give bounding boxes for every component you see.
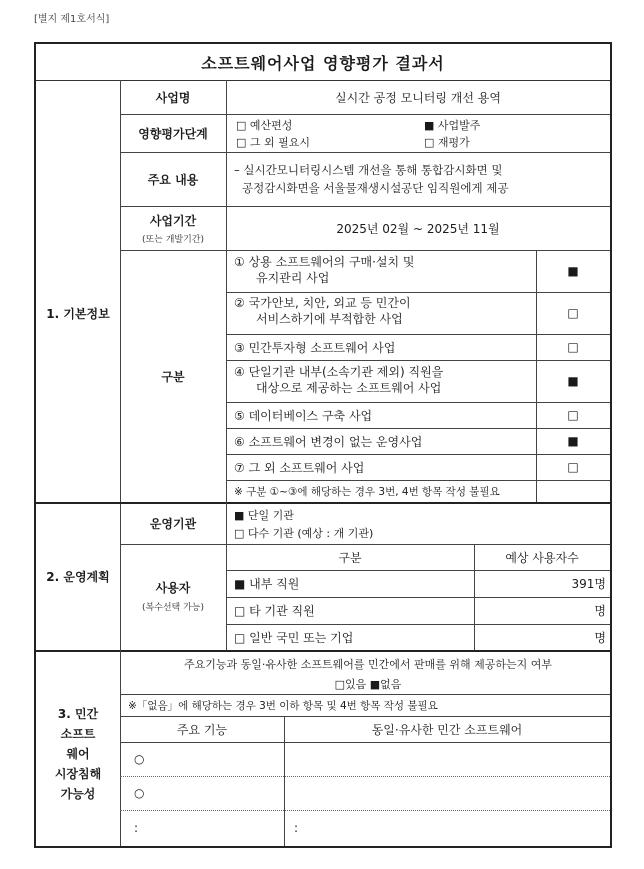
user-row-internal[interactable]: ■ 내부 직원 [234, 577, 300, 591]
category-1-mark[interactable]: ■ [567, 264, 579, 278]
project-name-label: 사업명 [155, 90, 191, 105]
category-label: 구분 [161, 369, 185, 384]
category-7-mark[interactable]: □ [567, 460, 579, 474]
category-2-mark[interactable]: □ [567, 306, 579, 320]
category-item-7: ⑦ 그 외 소프트웨어 사업 [234, 460, 365, 475]
category-item-3: ③ 민간투자형 소프트웨어 사업 [234, 340, 396, 355]
category-item-5: ⑤ 데이터베이스 구축 사업 [234, 408, 373, 423]
user-sublabel: (복수선택 가능) [141, 603, 205, 613]
col-main-function: 주요 기능 [176, 722, 228, 737]
period-sublabel: (또는 개발기간) [141, 235, 205, 245]
category-item-1: ① 상용 소프트웨어의 구매·설치 및 유지관리 사업 [234, 255, 415, 285]
category-4-mark[interactable]: ■ [567, 374, 579, 388]
content-label: 주요 내용 [147, 172, 199, 187]
category-item-4: ④ 단일기관 내부(소속기관 제외) 직원을 대상으로 제공하는 소프트웨어 사업 [234, 365, 444, 395]
market-answers[interactable]: □있음 ■없음 [334, 678, 402, 691]
org-label: 운영기관 [149, 516, 197, 531]
col-similar-software: 동일·유사한 민간 소프트웨어 [371, 722, 523, 737]
section1-label: 1. 기본정보 [46, 306, 110, 321]
user-count-internal: 391명 [571, 577, 606, 591]
user-col-count: 예상 사용자수 [505, 550, 579, 565]
user-count-public: 명 [594, 630, 606, 645]
function-row-2[interactable]: ○ [134, 786, 145, 800]
stage-option-budget[interactable]: □ 예산편성 [236, 119, 293, 132]
stage-label: 영향평가단계 [138, 126, 208, 141]
document-title: 소프트웨어사업 영향평가 결과서 [36, 44, 610, 81]
similar-row-3[interactable]: : [294, 821, 299, 835]
form-number-label: [별지 제1호서식] [34, 14, 110, 25]
category-5-mark[interactable]: □ [567, 408, 579, 422]
category-note: ※ 구분 ①~③에 해당하는 경우 3번, 4번 항목 작성 불필요 [234, 485, 500, 498]
content-line-2: 공정감시화면을 서울물재생시설공단 임직원에게 제공 [242, 181, 509, 195]
period-value: 2025년 02월 ~ 2025년 11월 [336, 221, 500, 236]
stage-option-other[interactable]: □ 그 외 필요시 [236, 136, 311, 149]
category-6-mark[interactable]: ■ [567, 434, 579, 448]
user-label: 사용자 [155, 581, 191, 595]
category-item-6: ⑥ 소프트웨어 변경이 없는 운영사업 [234, 434, 423, 449]
user-row-other-org[interactable]: □ 타 기관 직원 [234, 604, 315, 618]
stage-option-reeval[interactable]: □ 재평가 [424, 136, 470, 149]
content-text [234, 161, 606, 197]
user-row-public[interactable]: □ 일반 국민 또는 기업 [234, 630, 354, 645]
function-row-1[interactable]: ○ [134, 752, 145, 766]
evaluation-sheet [34, 42, 612, 848]
period-label: 사업기간 [149, 214, 197, 228]
section3-label: 3. 민간 소프트 웨어 시장침해 가능성 [54, 707, 102, 801]
content-line-1: – 실시간모니터링시스템 개선을 통해 통합감시화면 및 [234, 163, 503, 177]
project-name-value: 실시간 공정 모니터링 개선 용역 [335, 90, 501, 105]
user-count-other-org: 명 [594, 604, 606, 618]
section2-label: 2. 운영계획 [46, 569, 110, 584]
category-item-2: ② 국가안보, 치안, 외교 등 민간이 서비스하기에 부적합한 사업 [234, 296, 411, 326]
org-option-multiple[interactable]: □ 다수 기관 (예상 : 개 기관) [234, 527, 374, 540]
category-3-mark[interactable]: □ [567, 340, 579, 354]
stage-option-order[interactable]: ■ 사업발주 [424, 119, 481, 132]
org-option-single[interactable]: ■ 단일 기관 [234, 509, 294, 522]
market-question: 주요기능과 동일·유사한 소프트웨어를 민간에서 판매를 위해 제공하는지 여부 [183, 658, 552, 671]
user-col-category: 구분 [338, 550, 362, 565]
market-note: ※「없음」에 해당하는 경우 3번 이하 항목 및 4번 항목 작성 불필요 [128, 699, 438, 712]
function-row-3[interactable]: : [134, 821, 139, 835]
